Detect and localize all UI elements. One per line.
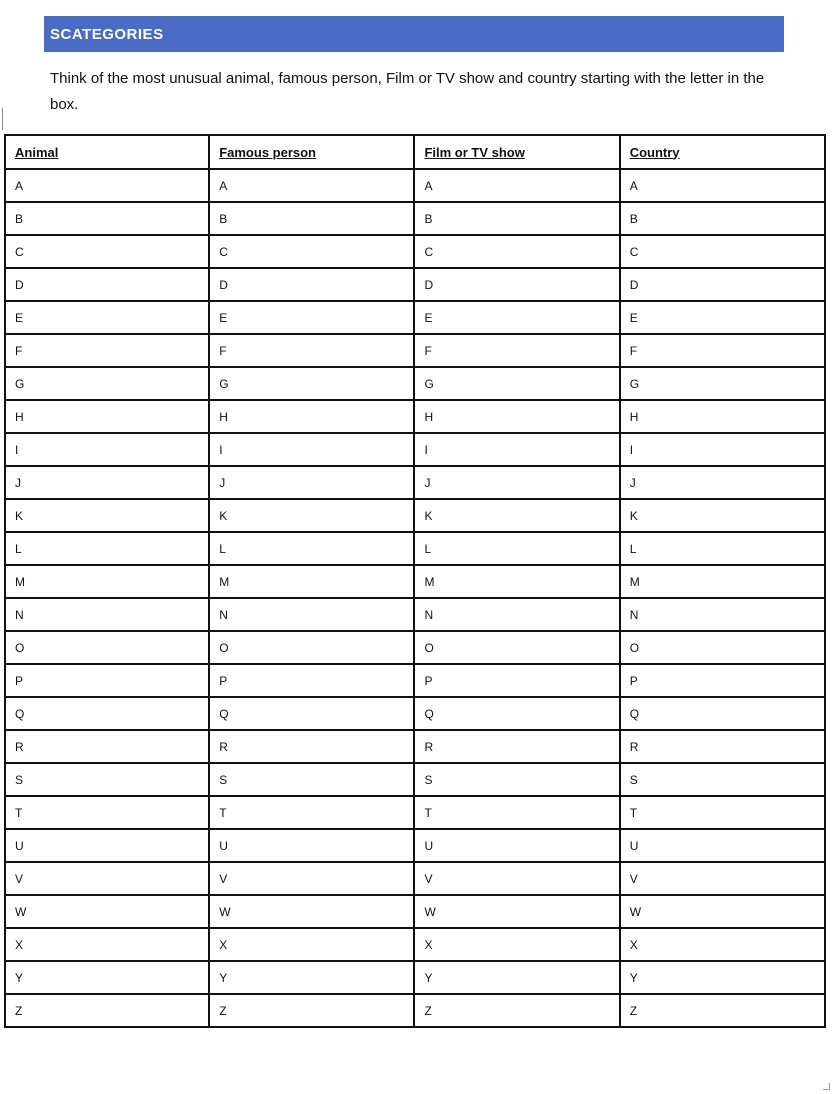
letter-cell[interactable]: T: [209, 796, 414, 829]
table-row: [5, 334, 825, 367]
letter-cell[interactable]: N: [209, 598, 414, 631]
letter-cell[interactable]: O: [5, 631, 209, 664]
table-row: [5, 433, 825, 466]
letter-cell[interactable]: B: [620, 202, 825, 235]
letter-cell[interactable]: Z: [209, 994, 414, 1027]
letter-cell[interactable]: R: [209, 730, 414, 763]
letter-cell[interactable]: G: [620, 367, 825, 400]
letter-cell[interactable]: K: [5, 499, 209, 532]
page-title: SCATEGORIES: [50, 25, 164, 43]
letter-cell[interactable]: Y: [5, 961, 209, 994]
letter-cell[interactable]: M: [414, 565, 619, 598]
letter-cell[interactable]: C: [620, 235, 825, 268]
letter-cell[interactable]: I: [414, 433, 619, 466]
instructions-text: Think of the most unusual animal, famous person, Film or TV show and country starting with the letter in the box.: [50, 70, 765, 113]
letter-cell[interactable]: V: [209, 862, 414, 895]
letter-cell[interactable]: I: [209, 433, 414, 466]
letter-cell[interactable]: V: [620, 862, 825, 895]
table-row: [5, 829, 825, 862]
letter-cell[interactable]: U: [209, 829, 414, 862]
table-row: [5, 235, 825, 268]
letter-cell[interactable]: G: [5, 367, 209, 400]
categories-table: [4, 134, 826, 1028]
letter-cell[interactable]: U: [620, 829, 825, 862]
column-header: Film or TV show: [414, 135, 619, 169]
letter-cell[interactable]: T: [620, 796, 825, 829]
letter-cell[interactable]: Q: [5, 697, 209, 730]
letter-cell[interactable]: H: [620, 400, 825, 433]
letter-cell[interactable]: F: [620, 334, 825, 367]
letter-cell[interactable]: Q: [620, 697, 825, 730]
table-row: [5, 895, 825, 928]
letter-cell[interactable]: U: [5, 829, 209, 862]
letter-cell[interactable]: C: [209, 235, 414, 268]
letter-cell[interactable]: X: [620, 928, 825, 961]
letter-cell[interactable]: B: [209, 202, 414, 235]
letter-cell[interactable]: L: [5, 532, 209, 565]
letter-cell[interactable]: H: [5, 400, 209, 433]
letter-cell[interactable]: L: [414, 532, 619, 565]
letter-cell[interactable]: J: [5, 466, 209, 499]
letter-cell[interactable]: O: [209, 631, 414, 664]
letter-cell[interactable]: C: [414, 235, 619, 268]
letter-cell[interactable]: N: [5, 598, 209, 631]
table-row: [5, 268, 825, 301]
letter-cell[interactable]: Y: [620, 961, 825, 994]
letter-cell[interactable]: T: [5, 796, 209, 829]
letter-cell[interactable]: J: [620, 466, 825, 499]
letter-cell[interactable]: U: [414, 829, 619, 862]
letter-cell[interactable]: P: [414, 664, 619, 697]
table-row: [5, 697, 825, 730]
letter-cell[interactable]: P: [209, 664, 414, 697]
letter-cell[interactable]: X: [209, 928, 414, 961]
letter-cell[interactable]: K: [620, 499, 825, 532]
letter-cell[interactable]: R: [5, 730, 209, 763]
letter-cell[interactable]: D: [414, 268, 619, 301]
letter-cell[interactable]: A: [414, 169, 619, 202]
table-body: [5, 169, 825, 1027]
letter-cell[interactable]: G: [414, 367, 619, 400]
table-row: [5, 631, 825, 664]
letter-cell[interactable]: W: [5, 895, 209, 928]
page-corner-mark: [823, 1083, 830, 1090]
letter-cell[interactable]: J: [414, 466, 619, 499]
letter-cell[interactable]: T: [414, 796, 619, 829]
table-row: [5, 202, 825, 235]
letter-cell[interactable]: J: [209, 466, 414, 499]
table-row: [5, 499, 825, 532]
letter-cell[interactable]: E: [414, 301, 619, 334]
letter-cell[interactable]: D: [620, 268, 825, 301]
table-row: [5, 301, 825, 334]
letter-cell[interactable]: M: [209, 565, 414, 598]
letter-cell[interactable]: O: [620, 631, 825, 664]
letter-cell[interactable]: C: [5, 235, 209, 268]
letter-cell[interactable]: N: [620, 598, 825, 631]
letter-cell[interactable]: I: [620, 433, 825, 466]
letter-cell[interactable]: V: [5, 862, 209, 895]
table-header-row: [5, 135, 825, 169]
table-row: [5, 664, 825, 697]
table-row: [5, 367, 825, 400]
letter-cell[interactable]: S: [414, 763, 619, 796]
letter-cell[interactable]: W: [620, 895, 825, 928]
letter-cell[interactable]: Q: [209, 697, 414, 730]
letter-cell[interactable]: F: [5, 334, 209, 367]
letter-cell[interactable]: X: [414, 928, 619, 961]
letter-cell[interactable]: O: [414, 631, 619, 664]
letter-cell[interactable]: B: [414, 202, 619, 235]
letter-cell[interactable]: Q: [414, 697, 619, 730]
table-row: [5, 169, 825, 202]
letter-cell[interactable]: D: [209, 268, 414, 301]
letter-cell[interactable]: D: [5, 268, 209, 301]
letter-cell[interactable]: E: [209, 301, 414, 334]
table-row: [5, 961, 825, 994]
letter-cell[interactable]: S: [5, 763, 209, 796]
table-row: [5, 994, 825, 1027]
column-header: Famous person: [209, 135, 414, 169]
letter-cell[interactable]: G: [209, 367, 414, 400]
letter-cell[interactable]: X: [5, 928, 209, 961]
letter-cell[interactable]: I: [5, 433, 209, 466]
table-row: [5, 598, 825, 631]
letter-cell[interactable]: B: [5, 202, 209, 235]
column-header: Country: [620, 135, 825, 169]
letter-cell[interactable]: K: [209, 499, 414, 532]
letter-cell[interactable]: P: [5, 664, 209, 697]
letter-cell[interactable]: L: [209, 532, 414, 565]
letter-cell[interactable]: H: [209, 400, 414, 433]
letter-cell[interactable]: Z: [414, 994, 619, 1027]
letter-cell[interactable]: Y: [414, 961, 619, 994]
table-row: [5, 763, 825, 796]
letter-cell[interactable]: R: [620, 730, 825, 763]
table-row: [5, 565, 825, 598]
table-row: [5, 928, 825, 961]
letter-cell[interactable]: F: [414, 334, 619, 367]
table-row: [5, 796, 825, 829]
letter-cell[interactable]: Z: [5, 994, 209, 1027]
letter-cell[interactable]: L: [620, 532, 825, 565]
table-row: [5, 730, 825, 763]
letter-cell[interactable]: Y: [209, 961, 414, 994]
letter-cell[interactable]: K: [414, 499, 619, 532]
letter-cell[interactable]: S: [620, 763, 825, 796]
letter-cell[interactable]: Z: [620, 994, 825, 1027]
table-row: [5, 400, 825, 433]
letter-cell[interactable]: W: [414, 895, 619, 928]
letter-cell[interactable]: V: [414, 862, 619, 895]
letter-cell[interactable]: H: [414, 400, 619, 433]
text-cursor-marker: [2, 108, 3, 130]
letter-cell[interactable]: E: [620, 301, 825, 334]
letter-cell[interactable]: E: [5, 301, 209, 334]
letter-cell[interactable]: M: [5, 565, 209, 598]
letter-cell[interactable]: W: [209, 895, 414, 928]
table-row: [5, 862, 825, 895]
letter-cell[interactable]: M: [620, 565, 825, 598]
letter-cell[interactable]: R: [414, 730, 619, 763]
title-banner: [44, 16, 784, 52]
table-row: [5, 466, 825, 499]
letter-cell[interactable]: A: [209, 169, 414, 202]
letter-cell[interactable]: S: [209, 763, 414, 796]
letter-cell[interactable]: F: [209, 334, 414, 367]
letter-cell[interactable]: A: [5, 169, 209, 202]
column-header: Animal: [5, 135, 209, 169]
letter-cell[interactable]: P: [620, 664, 825, 697]
letter-cell[interactable]: N: [414, 598, 619, 631]
table-row: [5, 532, 825, 565]
letter-cell[interactable]: A: [620, 169, 825, 202]
